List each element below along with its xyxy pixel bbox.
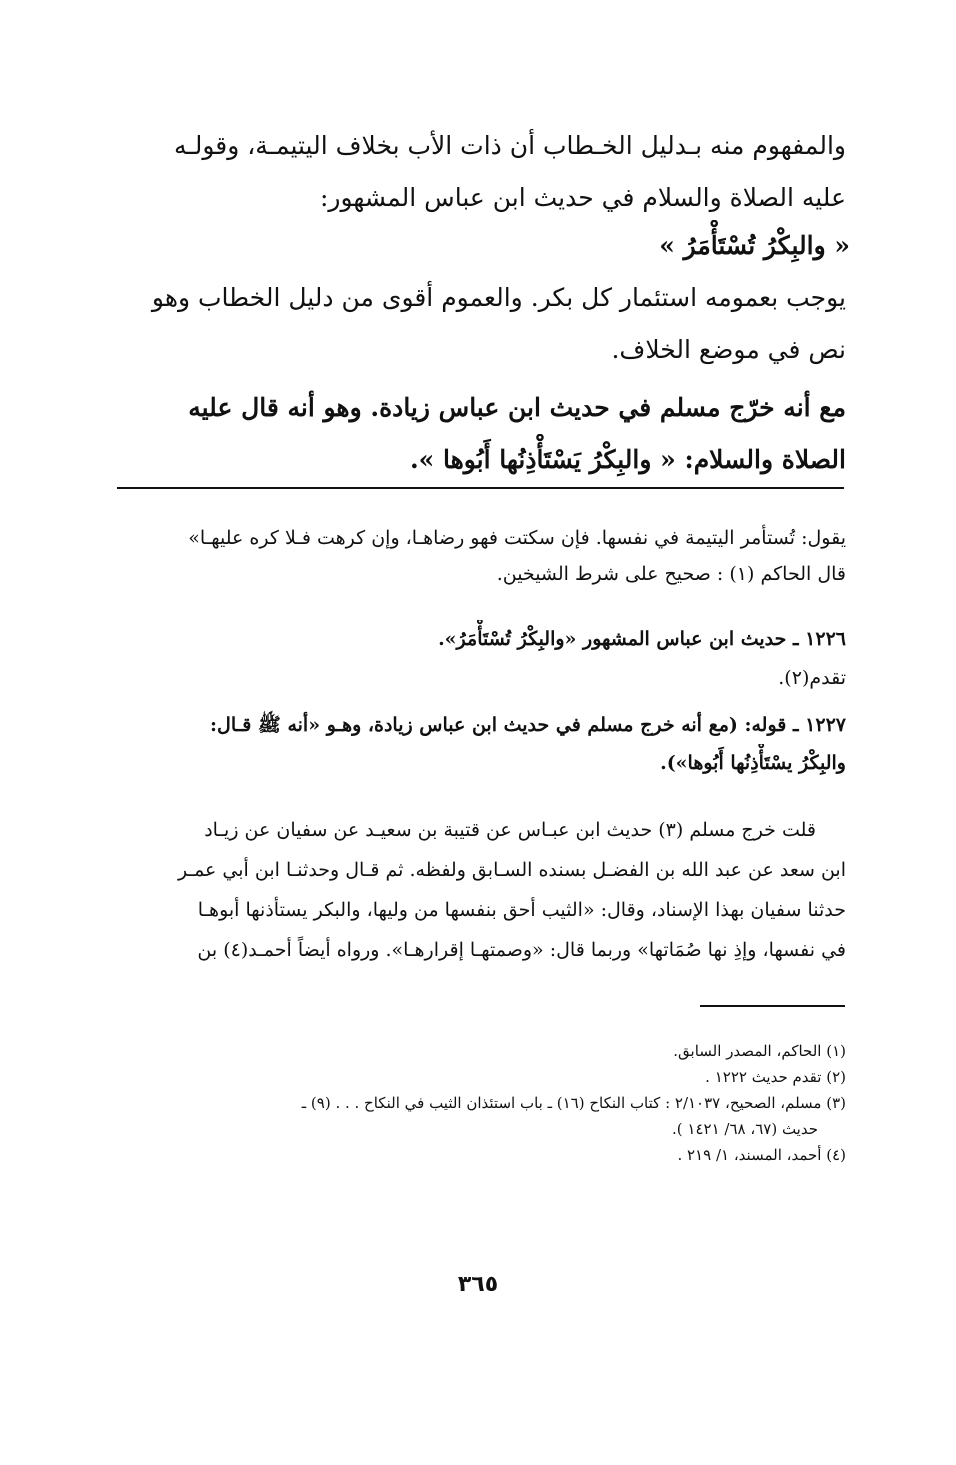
text-line: مع أنه خرّج مسلم في حديث ابن عباس زيادة. وهو أنه قال عليه [188, 393, 846, 422]
text-line: الصلاة والسلام: « والبِكْرُ يَسْتَأْذِنُها أَبُوها ». [409, 445, 846, 474]
footnote: (٤) أحمد، المسند، ١/ ٢١٩ . [677, 1146, 846, 1164]
text-line: يقول: تُستأمر اليتيمة في نفسها. فإن سكتت فهو رضاهـا، وإن كرهت فـلا كره عليهـا» [188, 527, 846, 549]
entry-1226-text [110, 660, 846, 696]
page-number: ٣٦٥ [457, 1272, 499, 1297]
footnotes [110, 1038, 846, 1168]
footnote: حديث (٦٧، ٦٨/ ١٤٢١ ). [672, 1120, 818, 1138]
text-line: يوجب بعمومه استئمار كل بكر. والعموم أقوى من دليل الخطاب وهو [151, 283, 846, 312]
main-paragraph-3 [110, 382, 846, 486]
quote-line: « والبِكْرُ تُسْتَأْمَرُ » [659, 231, 850, 260]
footnote: (١) الحاكم، المصدر السابق. [673, 1042, 846, 1060]
commentary-paragraph [110, 810, 846, 970]
text-line: ابن سعد عن عبد الله بن الفضـل بسنده السـابق ولفظه. ثم قـال وحدثنـا ابن أبي عمـر [178, 859, 846, 881]
footnote-divider [700, 1005, 845, 1007]
hadith-quote-1 [560, 220, 850, 272]
entry-1226-heading [110, 620, 846, 658]
text-line: عليه الصلاة والسلام في حديث ابن عباس المشهور: [319, 183, 846, 212]
main-paragraph-1 [110, 120, 846, 224]
entry-heading: ١٢٢٦ ـ حديث ابن عباس المشهور «والبِكْرُ تُسْتَأْمَرُ». [438, 628, 846, 650]
text-line: في نفسها، وإذِ نها صُمَاتها» وربما قال: «وصمتهـا إقرارهـا». ورواه أيضاً أحمـد(٤) بن [197, 939, 846, 961]
section-divider [117, 487, 844, 489]
entry-1227-heading [110, 706, 846, 782]
commentary-intro [110, 520, 846, 592]
text-line: تقدم(٢). [778, 667, 846, 689]
text-line: نص في موضع الخلاف. [611, 335, 846, 364]
text-line: قلت خرج مسلم (٣) حديث ابن عبـاس عن قتيبة بن سعيـد عن سفيان عن زيـاد [204, 819, 816, 841]
text-line: حدثنا سفيان بهذا الإسناد، وقال: «الثيب أحق بنفسها من وليها، والبكر يستأذنها أبوهـا [197, 899, 846, 921]
main-paragraph-2 [110, 272, 846, 376]
footnote: (٣) مسلم، الصحيح، ٢/١٠٣٧ : كتاب النكاح (١٦) ـ باب استئذان الثيب في النكاح . . . (٩) ـ [301, 1094, 846, 1112]
text-line: والمفهوم منه بـدليل الخـطاب أن ذات الأب بخلاف اليتيمـة، وقولـه [173, 131, 846, 160]
footnote: (٢) تقدم حديث ١٢٢٢ . [705, 1068, 846, 1086]
text-line: قال الحاكم (١) : صحيح على شرط الشيخين. [496, 563, 846, 585]
entry-heading: والبِكْرُ يسْتَأْذِنُها أَبُوها»). [660, 752, 846, 774]
entry-heading: ١٢٢٧ ـ قوله: (مع أنه خرج مسلم في حديث ابن عباس زيادة، وهـو «أنه ﷺ قـال: [210, 714, 846, 736]
